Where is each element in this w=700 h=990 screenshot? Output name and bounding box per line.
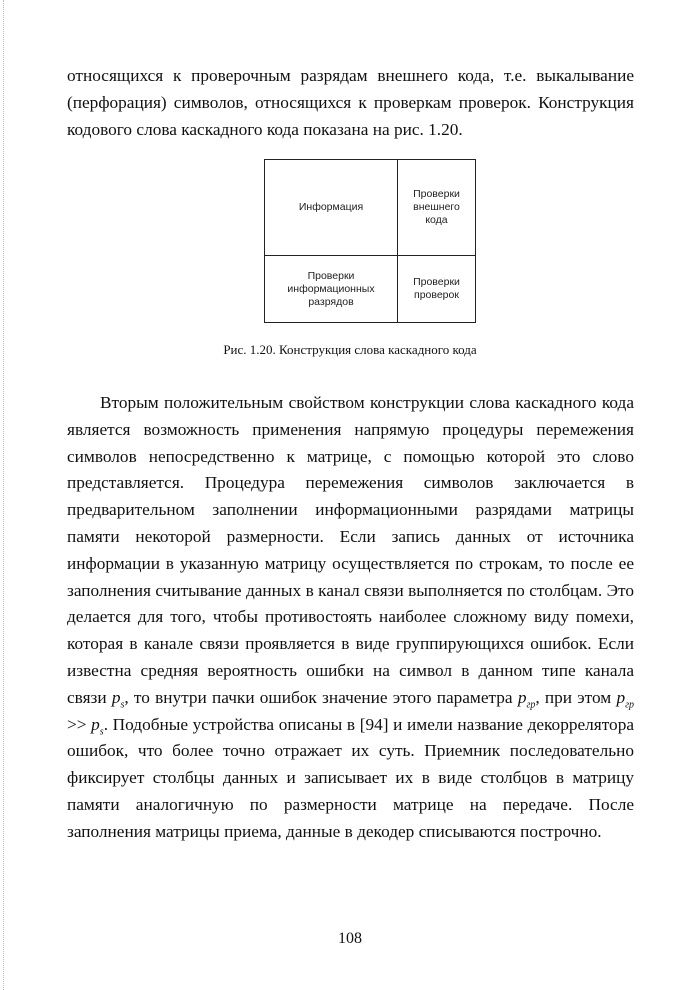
figure-cell-information-bits-checks: Проверки информационных разрядов [265,256,398,322]
body-text-3: , при этом [535,687,612,707]
formula-p-gr-gg-p-s: $p_{гр} >> p_s$ [67,687,635,738]
body-text-1: Вторым положительным свойством конструкции слова каскадного кода является возможность применения напрямую процедуры перемежения символов непосредственно к матрице, с помощью которой это слово представляется. Процедура перемежения символов заключается в предварительном заполнении информационными разрядами матрицы памяти некоторой размерности. Если запись данных от источника информации в указанную матрицу осуществляется по строкам, то после ее заполнения считывание данных в канал связи выполняется по столбцам. Это делается для того, чтобы противостоять наиболее сложному виду помехи, которая в канале связи проявляется в виде группирующихся ошибок. Если известна средняя вероятность ошибки на символ в данном типе канала связи [67,393,634,707]
page-edge-dotted-line [3,0,4,990]
figure-cell-information: Информация [265,160,398,256]
figure-cell-outer-code-checks: Проверки внешнего кода [398,160,475,256]
cascade-code-figure [264,159,476,323]
formula-p-gr: $p_{гр}$ [517,687,536,711]
body-paragraph [67,390,634,846]
formula-p-s: $p_s$ [111,687,125,711]
figure-caption: Рис. 1.20. Конструкция слова каскадного кода [223,342,477,357]
body-text-2: , то внутри пачки ошибок значение этого параметра [124,687,513,707]
page-number: 108 [338,930,362,947]
intro-paragraph: относящихся к проверочным разрядам внешнего кода, т.е. выкалывание (перфорация) символов, относящихся к проверкам проверок. Конструкция кодового слова каскадного кода показана на рис. 1.20. [67,66,634,139]
figure-cell-checks-of-checks: Проверки проверок [413,276,460,301]
body-text-4: . Подобные устройства описаны в [94] и имели название декоррелятора ошибок, что более точно отражает их суть. Приемник последовательно фиксирует столбцы данных и записывает их в виде столбцов в матрицу памяти аналогичную по размерности матрице на передаче. После заполнения матрицы приема, данные в декодер списываются построчно. [67,714,634,841]
